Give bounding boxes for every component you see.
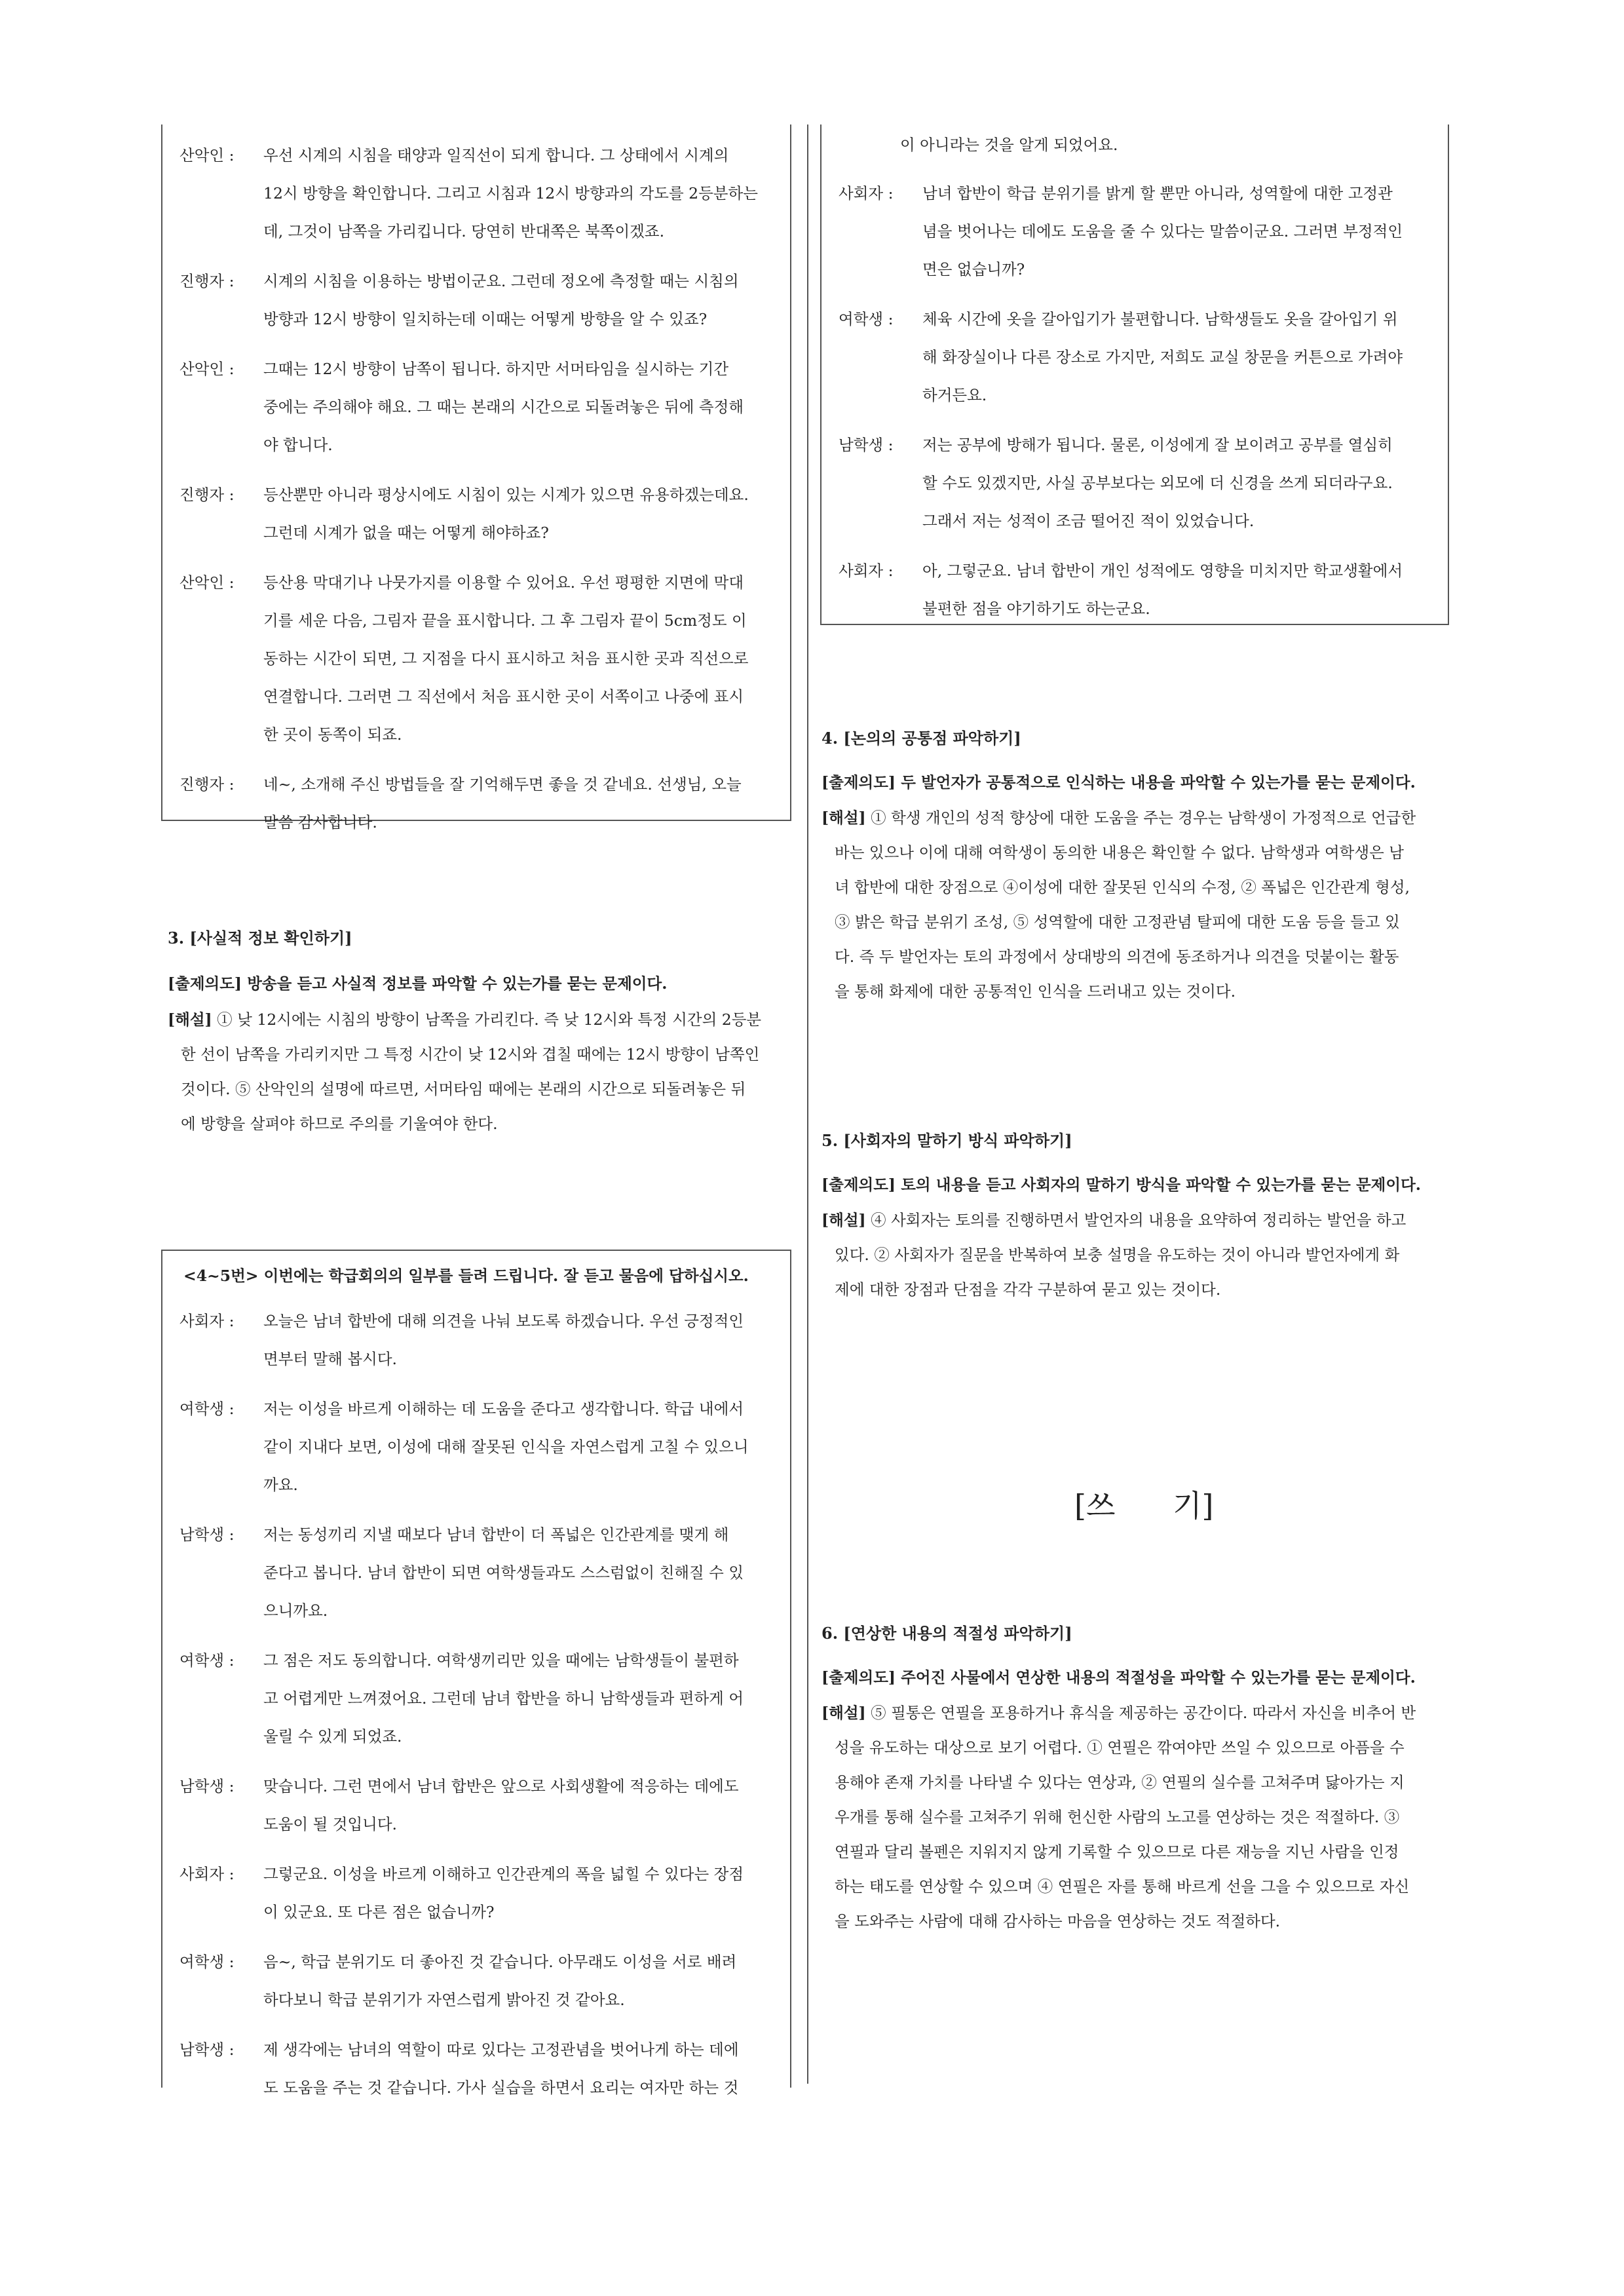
speaker-label: 남학생 : bbox=[179, 2040, 235, 2059]
section-heading-writing: [쓰 기] bbox=[1074, 1488, 1214, 1523]
class-meeting-header: <4~5번> 이번에는 학급회의의 일부를 들려 드립니다. 잘 듣고 물음에 답하십시오. bbox=[183, 1267, 749, 1285]
utterance-line: 념을 벗어나는 데에도 도움을 줄 수 있다는 말씀이군요. 그러면 부정적인 bbox=[922, 222, 1403, 240]
utterance-line: 남녀 합반이 학급 분위기를 밝게 할 뿐만 아니라, 성역할에 대한 고정관 bbox=[922, 184, 1393, 202]
utterance-line: 하다보니 학급 분위기가 자연스럽게 밝아진 것 같아요. bbox=[263, 1991, 625, 2009]
utterance-line: 까요. bbox=[263, 1476, 298, 1494]
speaker-label: 사회자 : bbox=[179, 1865, 235, 1883]
utterance bbox=[263, 1516, 744, 1630]
speaker-label: 남학생 : bbox=[179, 1777, 235, 1795]
utterance-line: 면부터 말해 봅시다. bbox=[263, 1350, 398, 1368]
utterance-line: 야 합니다. bbox=[263, 436, 333, 454]
explanation-line: 성을 유도하는 대상으로 보기 어렵다. ① 연필은 깎여야만 쓰일 수 있으므로 아픔을 수 bbox=[835, 1738, 1405, 1757]
q4-first-line: ① 학생 개인의 성적 향상에 대한 도움을 주는 경우는 남학생이 가정적으로 언급한 bbox=[865, 809, 1416, 827]
utterance bbox=[263, 1390, 749, 1504]
utterance bbox=[263, 262, 739, 338]
explanation-line: 용해야 존재 가치를 나타낼 수 있다는 연상과, ② 연필의 실수를 고쳐주며 닳아가는 지 bbox=[835, 1773, 1405, 1791]
speaker-label: 남학생 : bbox=[839, 436, 894, 454]
speaker-label: 여학생 : bbox=[839, 310, 894, 328]
utterance-line: 그렇군요. 이성을 바르게 이해하고 인간관계의 폭을 넓힐 수 있다는 장점 bbox=[263, 1865, 744, 1883]
utterance-line: 12시 방향을 확인합니다. 그리고 시침과 12시 방향과의 각도를 2등분하는 bbox=[263, 184, 758, 202]
speaker-label: 남학생 : bbox=[179, 1525, 235, 1544]
utterance bbox=[263, 1302, 744, 1378]
utterance-line: 동하는 시간이 되면, 그 지점을 다시 표시하고 처음 표시한 곳과 직선으로 bbox=[263, 649, 749, 668]
utterance-line: 아, 그렇군요. 남녀 합반이 개인 성적에도 영향을 미치지만 학교생활에서 bbox=[922, 562, 1403, 580]
q5-explanation bbox=[821, 1203, 1406, 1307]
q5-title: 5. [사회자의 말하기 방식 파악하기] bbox=[821, 1131, 1072, 1150]
utterance-line: 울릴 수 있게 되었죠. bbox=[263, 1727, 402, 1746]
explanation-line: 우개를 통해 실수를 고쳐주기 위해 헌신한 사람의 노고를 연상하는 것은 적절하다. ③ bbox=[835, 1808, 1400, 1826]
utterance-line: 등산뿐만 아니라 평상시에도 시침이 있는 시계가 있으면 유용하겠는데요. bbox=[263, 486, 749, 504]
utterance-line: 연결합니다. 그러면 그 직선에서 처음 표시한 곳이 서쪽이고 나중에 표시 bbox=[263, 687, 744, 706]
speaker-label: 여학생 : bbox=[179, 1651, 235, 1670]
utterance-line: 도움이 될 것입니다. bbox=[263, 1815, 398, 1833]
utterance-line: 준다고 봅니다. 남녀 합반이 되면 여학생들과도 스스럼없이 친해질 수 있 bbox=[263, 1563, 744, 1582]
q5-intent: [출제의도] 토의 내용을 듣고 사회자의 말하기 방식을 파악할 수 있는가를 묻는 문제이다. bbox=[821, 1176, 1421, 1194]
q3-explanation bbox=[168, 1003, 761, 1141]
utterance-line: 등산용 막대기나 나뭇가지를 이용할 수 있어요. 우선 평평한 지면에 막대 bbox=[263, 573, 744, 592]
utterance-line: 하거든요. bbox=[922, 386, 987, 404]
utterance-line: 맞습니다. 그런 면에서 남녀 합반은 앞으로 사회생활에 적응하는 데에도 bbox=[263, 1777, 739, 1795]
utterance bbox=[263, 564, 749, 754]
utterance-line: 음~, 학급 분위기도 더 좋아진 것 같습니다. 아무래도 이성을 서로 배려 bbox=[263, 1953, 737, 1971]
explanation-line: 다. 즉 두 발언자는 토의 과정에서 상대방의 의견에 동조하거나 의견을 덧붙이는 활동 bbox=[835, 947, 1399, 966]
utterance-line: 데, 그것이 남쪽을 가리킵니다. 당연히 반대쪽은 북쪽이겠죠. bbox=[263, 222, 665, 240]
speaker-label: 여학생 : bbox=[179, 1953, 235, 1971]
utterance bbox=[263, 476, 749, 552]
q4-intent: [출제의도] 두 발언자가 공통적으로 인식하는 내용을 파악할 수 있는가를 묻는 문제이다. bbox=[821, 773, 1416, 792]
q4-title: 4. [논의의 공통점 파악하기] bbox=[821, 729, 1021, 748]
utterance bbox=[263, 1943, 736, 2019]
explanation-line: 한 선이 남쪽을 가리키지만 그 특정 시간이 낮 12시와 겹칠 때에는 12시 방향이 남쪽인 bbox=[181, 1045, 760, 1063]
q6-title: 6. [연상한 내용의 적절성 파악하기] bbox=[821, 1624, 1072, 1643]
utterance-line: 할 수도 있겠지만, 사실 공부보다는 외모에 더 신경을 쓰게 되더라구요. bbox=[922, 474, 1393, 492]
utterance bbox=[922, 426, 1393, 540]
utterance-line: 제 생각에는 남녀의 역할이 따로 있다는 고정관념을 벗어나게 하는 데에 bbox=[263, 2040, 739, 2059]
utterance-line: 불편한 점을 야기하기도 하는군요. bbox=[922, 600, 1150, 618]
utterance bbox=[263, 1855, 744, 1931]
utterance-line: 방향과 12시 방향이 일치하는데 이때는 어떻게 방향을 알 수 있죠? bbox=[263, 310, 708, 328]
utterance bbox=[263, 765, 742, 841]
utterance bbox=[263, 2031, 739, 2107]
q6-intent: [출제의도] 주어진 사물에서 연상한 내용의 적절성을 파악할 수 있는가를 묻는 문제이다. bbox=[821, 1668, 1416, 1687]
explanation-line: 있다. ② 사회자가 질문을 반복하여 보충 설명을 유도하는 것이 아니라 발언자에게 화 bbox=[835, 1246, 1400, 1264]
utterance-line: 체육 시간에 옷을 갈아입기가 불편합니다. 남학생들도 옷을 갈아입기 위 bbox=[922, 310, 1398, 328]
utterance bbox=[263, 1767, 739, 1843]
speaker-label: 진행자 : bbox=[179, 775, 235, 794]
explanation-line: 하는 태도를 연상할 수 있으며 ④ 연필은 자를 통해 바르게 선을 그을 수 있으므로 자신 bbox=[835, 1877, 1410, 1896]
utterance bbox=[263, 1641, 744, 1755]
utterance-line: 고 어렵게만 느껴졌어요. 그런데 남녀 합반을 하니 남학생들과 편하게 어 bbox=[263, 1689, 744, 1708]
speaker-label: 사회자 : bbox=[179, 1312, 235, 1330]
explanation-line: 제에 대한 장점과 단점을 각각 구분하여 묻고 있는 것이다. bbox=[835, 1280, 1221, 1299]
utterance-line: 으니까요. bbox=[263, 1601, 328, 1620]
q3-intent: [출제의도] 방송을 듣고 사실적 정보를 파악할 수 있는가를 묻는 문제이다. bbox=[168, 974, 668, 993]
utterance-line: 기를 세운 다음, 그림자 끝을 표시합니다. 그 후 그림자 끝이 5cm정도 이 bbox=[263, 611, 747, 630]
utterance-line: 오늘은 남녀 합반에 대해 의견을 나눠 보도록 하겠습니다. 우선 긍정적인 bbox=[263, 1312, 744, 1330]
speaker-label: 진행자 : bbox=[179, 486, 235, 504]
q4-label: [해설] bbox=[821, 809, 866, 827]
utterance-line: 면은 없습니까? bbox=[922, 260, 1025, 278]
speaker-label: 여학생 : bbox=[179, 1400, 235, 1418]
q4-explanation bbox=[821, 801, 1416, 1009]
utterance-line: 한 곳이 동쪽이 되죠. bbox=[263, 725, 402, 744]
q5-label: [해설] bbox=[821, 1211, 866, 1229]
utterance bbox=[263, 136, 758, 250]
utterance-line: 저는 이성을 바르게 이해하는 데 도움을 준다고 생각합니다. 학급 내에서 bbox=[263, 1400, 744, 1418]
utterance-line: 저는 공부에 방해가 됩니다. 물론, 이성에게 잘 보이려고 공부를 열심히 bbox=[922, 436, 1393, 454]
explanation-line: 을 도와주는 사람에 대해 감사하는 마음을 연상하는 것도 적절하다. bbox=[835, 1912, 1281, 1930]
utterance bbox=[922, 174, 1403, 288]
explanation-line: 연필과 달리 볼펜은 지워지지 않게 기록할 수 있으므로 다른 재능을 지닌 사람을 인정 bbox=[835, 1843, 1399, 1861]
q5-first-line: ④ 사회자는 토의를 진행하면서 발언자의 내용을 요약하여 정리하는 발언을 하고 bbox=[865, 1211, 1407, 1229]
utterance-line: 같이 지내다 보면, 이성에 대해 잘못된 인식을 자연스럽게 고칠 수 있으니 bbox=[263, 1438, 749, 1456]
utterance-line: 말씀 감사합니다. bbox=[263, 813, 377, 832]
utterance-line: 시계의 시침을 이용하는 방법이군요. 그런데 정오에 측정할 때는 시침의 bbox=[263, 272, 739, 290]
speaker-label: 산악인 : bbox=[179, 146, 235, 164]
utterance bbox=[263, 350, 744, 464]
continued-text: 이 아니라는 것을 알게 되었어요. bbox=[900, 136, 1118, 154]
utterance bbox=[922, 300, 1403, 414]
utterance-line: 네~, 소개해 주신 방법들을 잘 기억해두면 좋을 것 같네요. 선생님, 오늘 bbox=[263, 775, 742, 794]
speaker-label: 진행자 : bbox=[179, 272, 235, 290]
speaker-label: 사회자 : bbox=[839, 184, 894, 202]
q3-title: 3. [사실적 정보 확인하기] bbox=[168, 928, 352, 947]
utterance-line: 저는 동성끼리 지낼 때보다 남녀 합반이 더 폭넓은 인간관계를 맺게 해 bbox=[263, 1525, 729, 1544]
q6-explanation bbox=[821, 1696, 1416, 1939]
explanation-line: 바는 있으나 이에 대해 여학생이 동의한 내용은 확인할 수 없다. 남학생과 여학생은 남 bbox=[835, 843, 1404, 862]
utterance bbox=[922, 552, 1403, 628]
utterance-line: 그래서 저는 성적이 조금 떨어진 적이 있었습니다. bbox=[922, 512, 1255, 530]
utterance-line: 도 도움을 주는 것 같습니다. 가사 실습을 하면서 요리는 여자만 하는 것 bbox=[263, 2078, 739, 2097]
utterance-line: 이 있군요. 또 다른 점은 없습니까? bbox=[263, 1903, 495, 1921]
utterance-line: 우선 시계의 시침을 태양과 일직선이 되게 합니다. 그 상태에서 시계의 bbox=[263, 146, 729, 164]
column-divider bbox=[807, 124, 808, 2084]
utterance-line: 해 화장실이나 다른 장소로 가지만, 저희도 교실 창문을 커튼으로 가려야 bbox=[922, 348, 1403, 366]
explanation-line: 에 방향을 살펴야 하므로 주의를 기울여야 한다. bbox=[181, 1115, 498, 1133]
explanation-line: 것이다. ⑤ 산악인의 설명에 따르면, 서머타임 때에는 본래의 시간으로 되돌려놓은 뒤 bbox=[181, 1080, 746, 1098]
explanation-line: 녀 합반에 대한 장점으로 ④이성에 대한 잘못된 인식의 수정, ② 폭넓은 인간관계 형성, bbox=[835, 878, 1410, 896]
speaker-label: 사회자 : bbox=[839, 562, 894, 580]
q3-label: [해설] bbox=[168, 1010, 212, 1029]
q3-first-line: ① 낮 12시에는 시침의 방향이 남쪽을 가리킨다. 즉 낮 12시와 특정 시간의 2등분 bbox=[212, 1010, 762, 1029]
utterance-line: 중에는 주의해야 해요. 그 때는 본래의 시간으로 되돌려놓은 뒤에 측정해 bbox=[263, 398, 744, 416]
speaker-label: 산악인 : bbox=[179, 573, 235, 592]
explanation-line: ③ 밝은 학급 분위기 조성, ⑤ 성역할에 대한 고정관념 탈피에 대한 도움 등을 들고 있 bbox=[835, 913, 1400, 931]
utterance-line: 그 점은 저도 동의합니다. 여학생끼리만 있을 때에는 남학생들이 불편하 bbox=[263, 1651, 739, 1670]
explanation-line: 을 통해 화제에 대한 공통적인 인식을 드러내고 있는 것이다. bbox=[835, 982, 1236, 1001]
speaker-label: 산악인 : bbox=[179, 360, 235, 378]
utterance-line: 그런데 시계가 없을 때는 어떻게 해야하죠? bbox=[263, 524, 549, 542]
q6-label: [해설] bbox=[821, 1704, 866, 1722]
q6-first-line: ⑤ 필통은 연필을 포용하거나 휴식을 제공하는 공간이다. 따라서 자신을 비추어 반 bbox=[865, 1704, 1416, 1722]
continued-line bbox=[900, 126, 1118, 164]
utterance-line: 그때는 12시 방향이 남쪽이 됩니다. 하지만 서머타임을 실시하는 기간 bbox=[263, 360, 729, 378]
